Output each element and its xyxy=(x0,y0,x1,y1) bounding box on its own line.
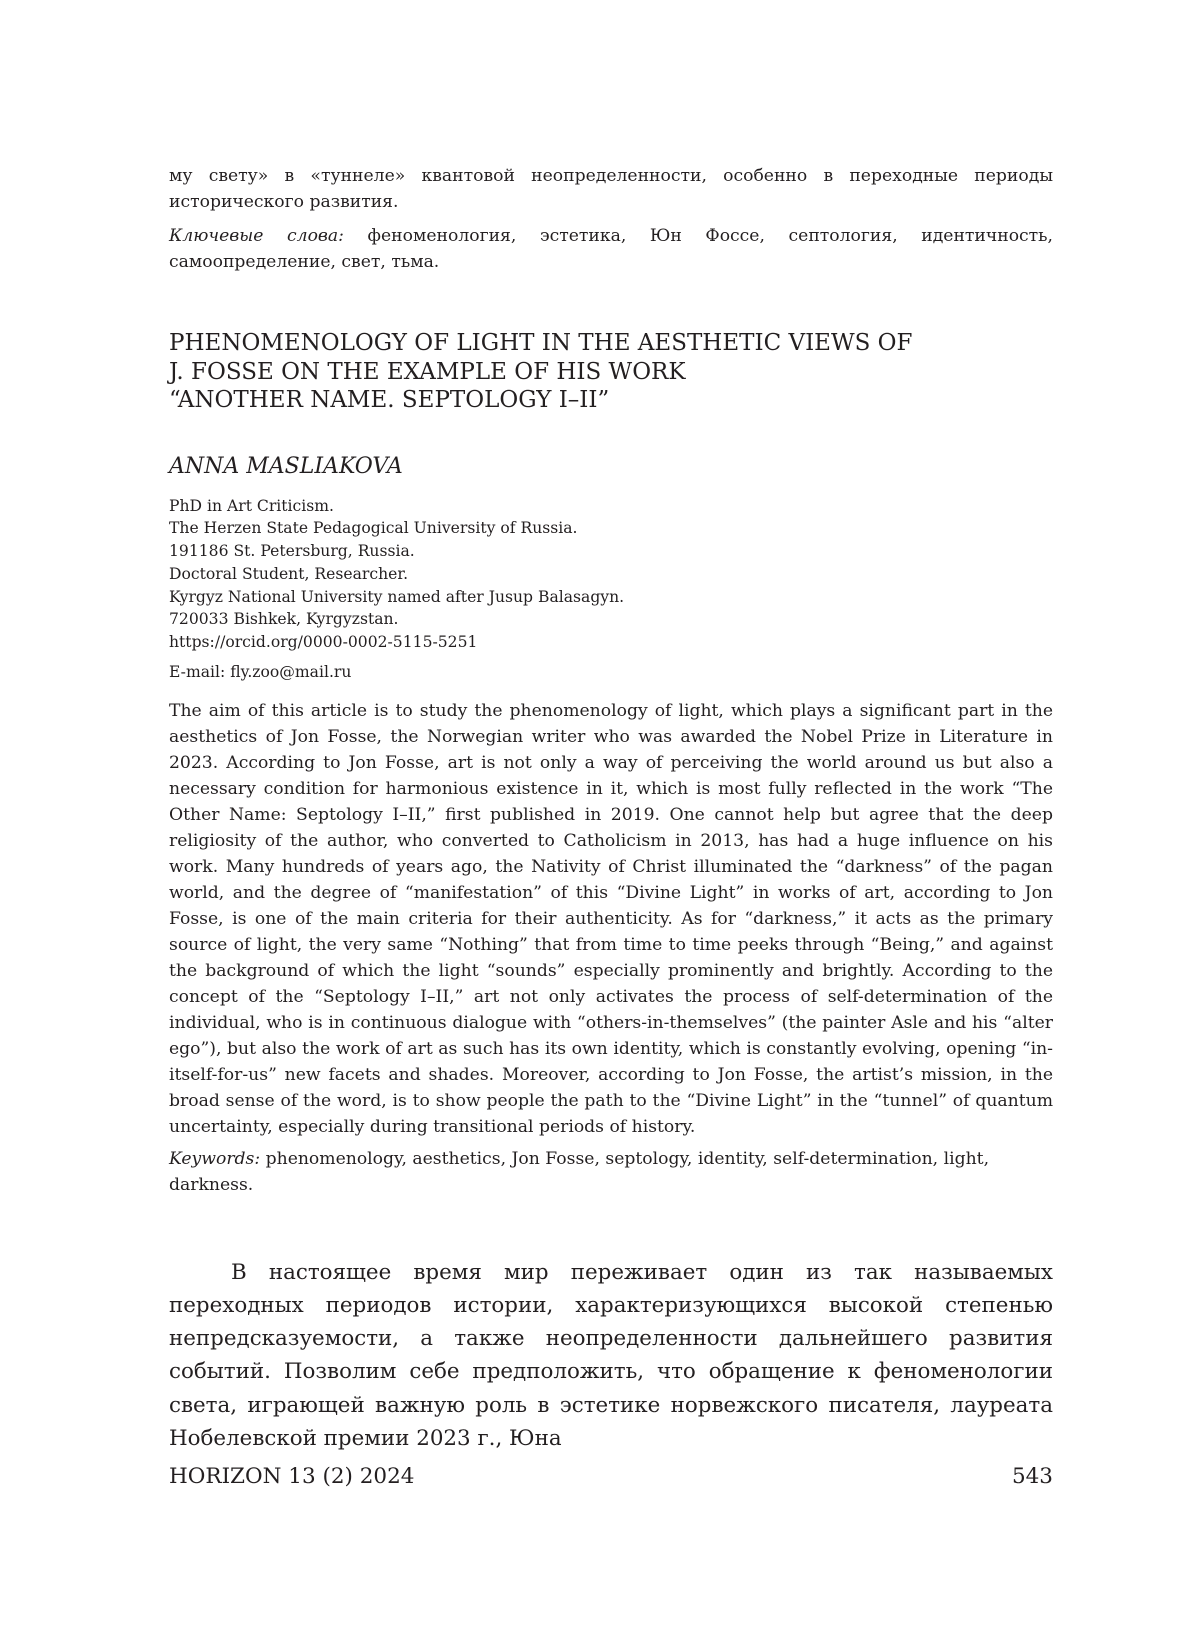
english-keywords-label: Keywords: xyxy=(169,1149,260,1169)
affiliation-line-degree: PhD in Art Criticism. xyxy=(169,495,1053,518)
russian-keywords xyxy=(169,223,1053,275)
english-keywords-text: phenomenology, aesthetics, Jon Fosse, septology, identity, self-determination, light, darkness. xyxy=(169,1149,989,1195)
affiliation-line-university-1: The Herzen State Pedagogical University of Russia. xyxy=(169,517,1053,540)
english-keywords xyxy=(169,1146,1053,1198)
orcid-link[interactable]: https://orcid.org/0000-0002-5115-5251 xyxy=(169,631,1053,654)
author-email[interactable]: E-mail: fly.zoo@mail.ru xyxy=(169,661,1053,684)
page-number: 543 xyxy=(1012,1462,1053,1492)
journal-issue: HORIZON 13 (2) 2024 xyxy=(169,1462,414,1492)
article-title-line-3: “ANOTHER NAME. SEPTOLOGY I–II” xyxy=(169,386,1053,415)
english-abstract: The aim of this article is to study the phenomenology of light, which plays a significant part in the aesthetics of Jon Fosse, the Norwegian writer who was awarded the Nobel Prize in Literature in 2023. According to Jon Fosse, art is not only a way of perceiving the world around us but also a necessary condition for harmonious existence in it, which is most fully reflected in the work “The Other Name: Septology I–II,” first published in 2019. One cannot help but agree that the deep religiosity of the author, who converted to Catholicism in 2013, has had a huge influence on his work. Many hundreds of years ago, the Nativity of Christ illuminated the “darkness” of the pagan world, and the degree of “manifestation” of this “Divine Light” in works of art, according to Jon Fosse, is one of the main criteria for their authenticity. As for “darkness,” it acts as the primary source of light, the very same “Nothing” that from time to time peeks through “Being,” and against the background of which the light “sounds” especially prominently and brightly. According to the concept of the “Septology I–II,” art not only activates the process of self-determination of the individual, who is in continuous dialogue with “others-in-themselves” (the painter Asle and his “alter ego”), but also the work of art as such has its own identity, which is constantly evolving, opening “in-itself-for-us” new facets and shades. Moreover, according to Jon Fosse, the artist’s mission, in the broad sense of the word, is to show people the path to the “Divine Light” in the “tunnel” of quantum uncertainty, especially during transitional periods of history. xyxy=(169,698,1053,1140)
document-page xyxy=(0,0,1200,1650)
article-title-line-2: J. FOSSE ON THE EXAMPLE OF HIS WORK xyxy=(169,358,1053,387)
author-affiliation xyxy=(169,495,1053,655)
affiliation-line-address-1: 191186 St. Petersburg, Russia. xyxy=(169,540,1053,563)
article-title xyxy=(169,329,1053,415)
russian-keywords-text: феноменология, эстетика, Юн Фоссе, септология, идентичность, самоопределение, свет, тьма. xyxy=(169,226,1053,272)
body-paragraph: В настоящее время мир переживает один из так называемых переходных периодов истории, характеризующихся высокой степенью непредсказуемости, а также неопределенности дальнейшего развития событий. Позволим себе предположить, что обращение к феноменологии света, играющей важную роль в эстетике норвежского писателя, лауреата Нобелевской премии 2023 г., Юна xyxy=(169,1256,1053,1455)
affiliation-line-position: Doctoral Student, Researcher. xyxy=(169,563,1053,586)
affiliation-line-address-2: 720033 Bishkek, Kyrgyzstan. xyxy=(169,608,1053,631)
article-title-line-1: PHENOMENOLOGY OF LIGHT IN THE AESTHETIC VIEWS OF xyxy=(169,329,1053,358)
russian-keywords-label: Ключевые слова: xyxy=(169,226,344,246)
page-footer xyxy=(169,1462,1053,1492)
affiliation-line-university-2: Kyrgyz National University named after Jusup Balasagyn. xyxy=(169,586,1053,609)
author-name: ANNA MASLIAKOVA xyxy=(169,453,1053,481)
russian-abstract-tail: му свету» в «туннеле» квантовой неопределенности, особенно в переходные периоды исторического развития. xyxy=(169,163,1053,215)
page-content xyxy=(169,163,1053,1455)
